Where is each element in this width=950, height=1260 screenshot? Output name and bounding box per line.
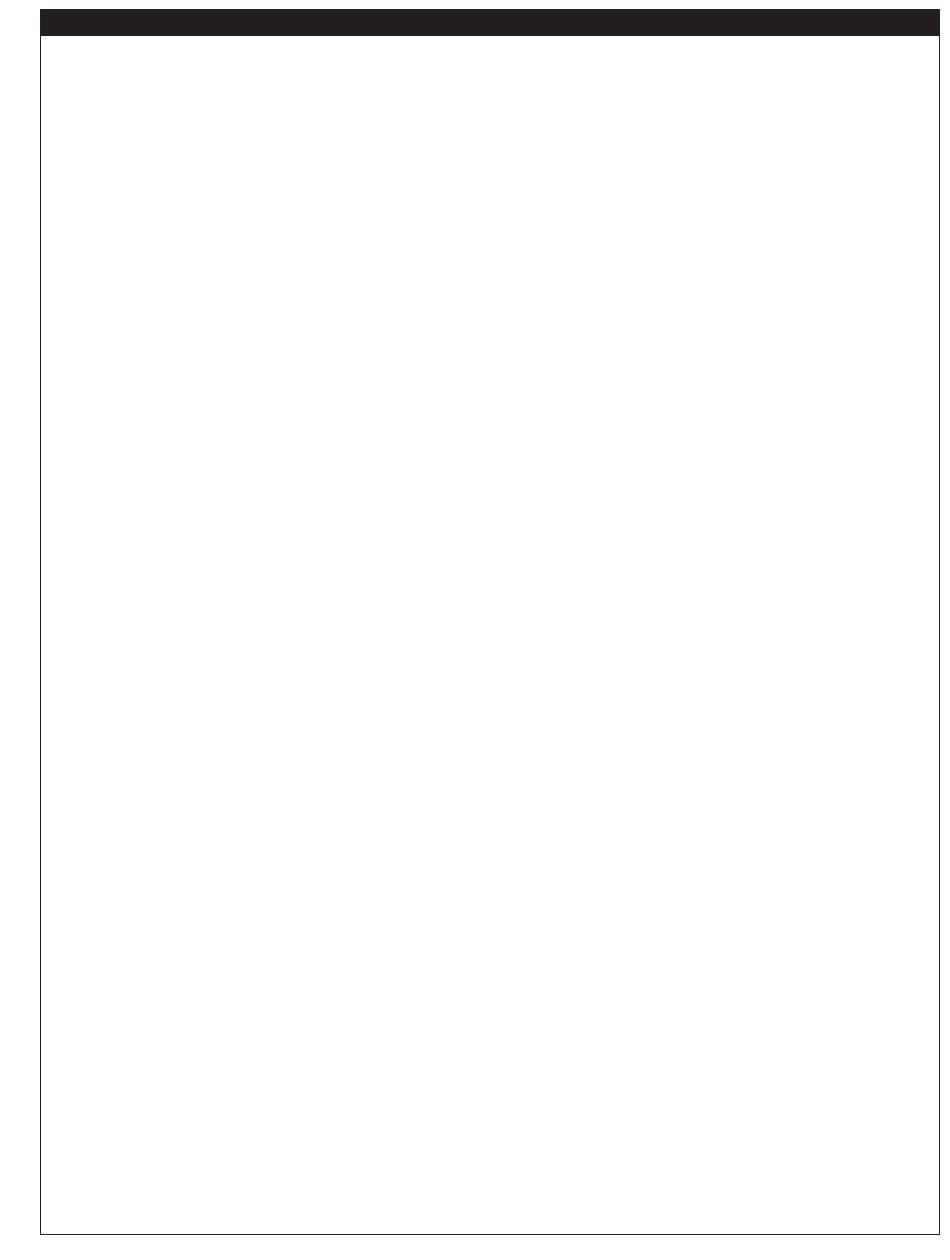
form-page [40,9,940,1235]
header-bar [41,10,939,36]
